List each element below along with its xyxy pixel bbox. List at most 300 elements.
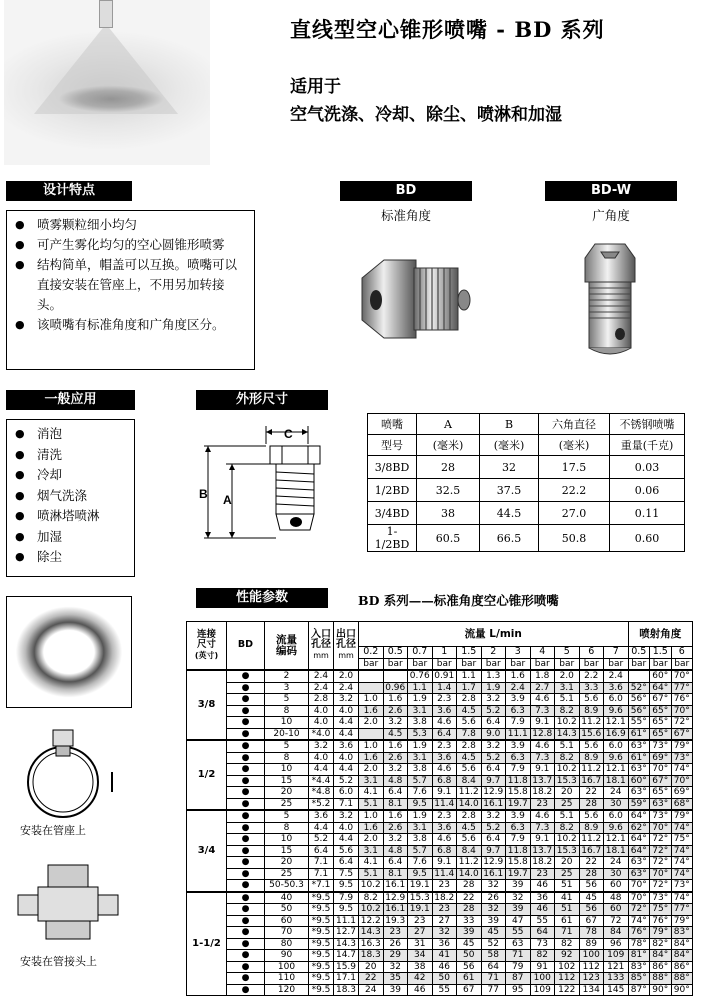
table-cell: 5.2 xyxy=(334,775,359,787)
table-cell: 52° xyxy=(628,682,650,694)
table-row xyxy=(187,950,693,962)
table-cell: 79° xyxy=(650,927,672,939)
table-cell: 81° xyxy=(628,950,650,962)
table-cell: 10.2 xyxy=(555,834,580,846)
table-cell: 1.6 xyxy=(383,694,408,706)
table-cell: 11.4 xyxy=(432,798,457,810)
table-cell: *9.5 xyxy=(309,984,334,996)
table-cell: 9.5 xyxy=(408,868,433,880)
table-cell: 3.8 xyxy=(408,834,433,846)
table-cell: *9.5 xyxy=(309,973,334,985)
table-cell: 1.0 xyxy=(359,740,384,752)
table-row xyxy=(187,694,693,706)
list-item: ● 该喷嘴有标准角度和广角度区分。 xyxy=(15,315,248,335)
table-cell: 7.5 xyxy=(334,868,359,880)
table-cell: 15.3 xyxy=(555,845,580,857)
table-cell: 2 xyxy=(265,670,309,682)
b-label: B xyxy=(199,487,208,501)
table-cell: 9.6 xyxy=(604,752,629,764)
table-cell: 2.0 xyxy=(334,670,359,682)
table-row xyxy=(187,927,693,939)
table-row xyxy=(187,868,693,880)
unit-header: bar xyxy=(383,658,408,670)
table-cell: 10 xyxy=(265,717,309,729)
table-cell: 87 xyxy=(506,973,531,985)
table-cell: 16.7 xyxy=(579,775,604,787)
table-cell: 2.4 xyxy=(506,682,531,694)
pressure-header: 6 xyxy=(671,647,693,659)
table-cell: 9.1 xyxy=(530,717,555,729)
table-cell: 3.9 xyxy=(506,694,531,706)
table-cell: 15.3 xyxy=(408,892,433,904)
table-cell: 7.6 xyxy=(408,857,433,869)
table-cell: 72° xyxy=(671,717,693,729)
table-cell: 4.1 xyxy=(359,787,384,799)
table-cell: 45 xyxy=(481,927,506,939)
table-cell: 63° xyxy=(628,868,650,880)
table-cell: 4.4 xyxy=(334,728,359,740)
table-cell: 4.0 xyxy=(309,705,334,717)
table-cell: 3.2 xyxy=(481,810,506,822)
table-cell: 4.4 xyxy=(309,822,334,834)
table-cell: 5.6 xyxy=(579,694,604,706)
table-cell: 74° xyxy=(671,892,693,904)
table-cell: 8 xyxy=(265,705,309,717)
pressure-header: 3 xyxy=(506,647,531,659)
table-cell: 39 xyxy=(506,904,531,916)
table-cell: 82 xyxy=(530,950,555,962)
table-cell: 44.5 xyxy=(480,502,539,525)
table-cell: 2.4 xyxy=(309,670,334,682)
list-item: ● 清洗 xyxy=(15,445,128,466)
table-row xyxy=(187,764,693,776)
table-cell: 4.5 xyxy=(457,752,482,764)
table-cell: 4.8 xyxy=(383,775,408,787)
table-cell: 0.06 xyxy=(610,479,685,502)
table-cell: 5.2 xyxy=(481,822,506,834)
table-cell: 5.2 xyxy=(481,752,506,764)
table-cell: 6.3 xyxy=(506,822,531,834)
table-cell: 7.6 xyxy=(408,787,433,799)
table-cell: 100 xyxy=(530,973,555,985)
table-cell: 3.6 xyxy=(432,752,457,764)
table-cell: 120 xyxy=(265,984,309,996)
table-cell: 10.2 xyxy=(359,880,384,892)
table-cell: 16.1 xyxy=(481,868,506,880)
dimensions-table xyxy=(367,413,685,552)
table-cell: 32 xyxy=(432,927,457,939)
table-cell: 17.1 xyxy=(334,973,359,985)
table-row xyxy=(368,479,685,502)
table-cell: 9.5 xyxy=(334,904,359,916)
table-cell: 5 xyxy=(265,740,309,752)
table-cell: 32 xyxy=(383,961,408,973)
table-cell: 32 xyxy=(481,904,506,916)
table-row xyxy=(187,938,693,950)
table-cell: 50 xyxy=(265,904,309,916)
table-cell: 36 xyxy=(530,892,555,904)
table-cell: 64° xyxy=(628,834,650,846)
bd-dot-icon: ● xyxy=(227,717,265,729)
table-cell: 18.3 xyxy=(359,950,384,962)
table-cell: 65° xyxy=(650,717,672,729)
table-cell: 25 xyxy=(555,798,580,810)
pressure-header: 1.5 xyxy=(457,647,482,659)
table-cell: 109 xyxy=(530,984,555,996)
table-cell: 72 xyxy=(604,915,629,927)
bd-dot-icon: ● xyxy=(227,705,265,717)
table-cell: 8.2 xyxy=(555,752,580,764)
table-cell: 86° xyxy=(671,961,693,973)
table-cell: 16.7 xyxy=(579,845,604,857)
table-cell: 2.8 xyxy=(457,810,482,822)
table-cell: 6.4 xyxy=(383,857,408,869)
table-cell xyxy=(383,670,408,682)
table-header: (毫米) xyxy=(480,435,539,456)
flow-header: 流量 L/min xyxy=(359,622,629,647)
bd-dot-icon: ● xyxy=(227,740,265,752)
table-cell: 8.2 xyxy=(359,892,384,904)
size-cell: 1/2 xyxy=(187,740,227,810)
table-cell: 13.7 xyxy=(530,845,555,857)
pressure-header: 0.5 xyxy=(383,647,408,659)
table-cell: 31 xyxy=(408,938,433,950)
table-cell: 90 xyxy=(265,950,309,962)
pressure-header: 1 xyxy=(432,647,457,659)
table-cell: 56° xyxy=(628,694,650,706)
pressure-header: 6 xyxy=(579,647,604,659)
table-cell xyxy=(628,670,650,682)
table-cell: 65° xyxy=(650,705,672,717)
table-cell: 64 xyxy=(481,961,506,973)
table-header: 不锈钢喷嘴 xyxy=(610,414,685,435)
spray-pattern-image xyxy=(6,596,132,708)
table-cell: 84° xyxy=(671,938,693,950)
table-cell: 15.9 xyxy=(334,961,359,973)
list-item: ● 消泡 xyxy=(15,424,128,445)
table-cell: 11.2 xyxy=(579,764,604,776)
table-row xyxy=(187,705,693,717)
unit-header: bar xyxy=(671,658,693,670)
table-cell: 27.0 xyxy=(539,502,610,525)
table-header: 重量(千克) xyxy=(610,435,685,456)
table-cell: *5.2 xyxy=(309,798,334,810)
table-cell: *9.5 xyxy=(309,950,334,962)
table-cell: 88° xyxy=(650,973,672,985)
table-cell: 65° xyxy=(650,787,672,799)
table-cell: 7.3 xyxy=(530,752,555,764)
table-cell: 19.1 xyxy=(408,880,433,892)
table-cell: 16.9 xyxy=(604,728,629,740)
unit-header: bar xyxy=(408,658,433,670)
table-cell: 41 xyxy=(432,950,457,962)
table-cell: 63° xyxy=(650,798,672,810)
table-cell: 70° xyxy=(650,822,672,834)
table-header: 喷嘴 xyxy=(368,414,417,435)
table-cell: 79° xyxy=(671,915,693,927)
table-cell: 2.8 xyxy=(457,740,482,752)
bdw-caption: 广角度 xyxy=(592,208,630,223)
table-cell xyxy=(359,670,384,682)
table-cell: 15.6 xyxy=(579,728,604,740)
table-cell: 4.4 xyxy=(334,764,359,776)
table-cell: 12.2 xyxy=(359,915,384,927)
table-cell: 23 xyxy=(530,868,555,880)
table-cell: 71 xyxy=(555,927,580,939)
table-cell: 45 xyxy=(457,938,482,950)
table-cell: 47 xyxy=(506,915,531,927)
table-cell xyxy=(359,682,384,694)
table-cell: 11.4 xyxy=(432,868,457,880)
table-cell: 56 xyxy=(579,880,604,892)
table-cell: 19.7 xyxy=(506,798,531,810)
c-label: C xyxy=(284,427,293,441)
table-cell: 95 xyxy=(506,984,531,996)
table-cell: 67° xyxy=(650,775,672,787)
table-cell: 7.9 xyxy=(506,717,531,729)
table-cell: 73° xyxy=(650,810,672,822)
table-cell: 11.2 xyxy=(457,787,482,799)
table-cell: 32 xyxy=(506,892,531,904)
table-cell: 26 xyxy=(481,892,506,904)
table-cell: 23 xyxy=(530,798,555,810)
bd-dot-icon: ● xyxy=(227,868,265,880)
table-cell: 3.6 xyxy=(604,682,629,694)
table-cell: 11.2 xyxy=(579,717,604,729)
table-cell: 14.0 xyxy=(457,798,482,810)
table-cell: 62° xyxy=(628,822,650,834)
bd-nozzle-image xyxy=(354,238,474,358)
bd-dot-icon: ● xyxy=(227,670,265,682)
table-cell: 50-50.3 xyxy=(265,880,309,892)
table-cell: 4.4 xyxy=(309,764,334,776)
table-cell: 0.76 xyxy=(408,670,433,682)
table-cell: 19.1 xyxy=(408,904,433,916)
table-cell: 50 xyxy=(457,950,482,962)
table-cell: *9.5 xyxy=(309,892,334,904)
table-row xyxy=(187,810,693,822)
table-cell: 10.2 xyxy=(555,764,580,776)
table-cell: 12.1 xyxy=(604,717,629,729)
table-cell: 75° xyxy=(650,904,672,916)
bd-dot-icon: ● xyxy=(227,834,265,846)
table-cell: 134 xyxy=(579,984,604,996)
table-cell: 5.1 xyxy=(359,868,384,880)
unit-header: bar xyxy=(359,658,384,670)
table-cell: 0.96 xyxy=(383,682,408,694)
table-row xyxy=(187,973,693,985)
table-cell: 8.4 xyxy=(457,845,482,857)
table-cell: 8 xyxy=(265,822,309,834)
table-cell: 39 xyxy=(383,984,408,996)
table-cell: 71 xyxy=(481,973,506,985)
table-cell: 16.1 xyxy=(383,904,408,916)
table-cell: 12.9 xyxy=(383,892,408,904)
table-cell: 4.6 xyxy=(432,764,457,776)
table-cell: 74° xyxy=(671,845,693,857)
table-cell: 82° xyxy=(650,938,672,950)
table-cell: 70 xyxy=(265,927,309,939)
bd-dot-icon: ● xyxy=(227,822,265,834)
list-item: ● 冷却 xyxy=(15,465,128,486)
table-cell: 5.3 xyxy=(408,728,433,740)
table-cell: 6.4 xyxy=(481,717,506,729)
table-cell: 8.9 xyxy=(579,752,604,764)
table-cell: 112 xyxy=(579,961,604,973)
table-cell: 7.9 xyxy=(506,834,531,846)
table-cell: 1.6 xyxy=(359,705,384,717)
table-cell: 3.2 xyxy=(383,764,408,776)
table-cell: 2.4 xyxy=(309,682,334,694)
table-cell: 64° xyxy=(650,682,672,694)
table-cell: 34 xyxy=(408,950,433,962)
table-cell: 17.5 xyxy=(539,456,610,479)
table-row xyxy=(187,670,693,682)
table-cell: 5.1 xyxy=(555,694,580,706)
table-cell: 4.0 xyxy=(334,705,359,717)
a-label: A xyxy=(223,493,232,507)
table-cell: 100 xyxy=(579,950,604,962)
table-cell: 73 xyxy=(530,938,555,950)
table-cell: 6.0 xyxy=(604,694,629,706)
table-cell: 61 xyxy=(457,973,482,985)
table-cell: 46 xyxy=(432,961,457,973)
table-cell: 3.2 xyxy=(334,694,359,706)
table-cell: 23 xyxy=(432,904,457,916)
table-cell: 7.1 xyxy=(309,868,334,880)
table-cell: 3 xyxy=(265,682,309,694)
table-cell: 9.6 xyxy=(604,705,629,717)
table-cell: 64° xyxy=(628,810,650,822)
table-cell: 1.7 xyxy=(457,682,482,694)
general-applications-heading: 一般应用 xyxy=(6,390,135,410)
table-cell: 3.9 xyxy=(506,740,531,752)
table-cell: 8 xyxy=(265,752,309,764)
table-cell: 2.3 xyxy=(432,740,457,752)
table-cell: 60 xyxy=(265,915,309,927)
table-cell: 3.8 xyxy=(408,717,433,729)
outlet-header: 出口 孔径 mm xyxy=(334,622,359,671)
table-cell: 1.9 xyxy=(408,740,433,752)
table-cell: 1.6 xyxy=(359,822,384,834)
table-cell: 1.6 xyxy=(359,752,384,764)
unit-header: bar xyxy=(457,658,482,670)
table-row xyxy=(187,845,693,857)
table-cell: *9.5 xyxy=(309,915,334,927)
table-cell: 74° xyxy=(671,822,693,834)
table-cell: 12.8 xyxy=(530,728,555,740)
table-cell: 133 xyxy=(604,973,629,985)
table-cell: 14.3 xyxy=(555,728,580,740)
table-cell: 1-1/2BD xyxy=(368,525,417,552)
table-cell: 91 xyxy=(530,961,555,973)
table-cell: 5.1 xyxy=(555,810,580,822)
table-cell: 50 xyxy=(432,973,457,985)
table-cell: 12.9 xyxy=(481,787,506,799)
table-cell: 11.1 xyxy=(334,915,359,927)
table-cell: 60° xyxy=(650,670,672,682)
table-cell: 20 xyxy=(265,787,309,799)
table-cell: 19.7 xyxy=(506,868,531,880)
table-cell: 123 xyxy=(579,973,604,985)
table-cell: 10 xyxy=(265,834,309,846)
table-cell: 4.5 xyxy=(457,705,482,717)
table-cell: 90° xyxy=(650,984,672,996)
bd-header: BD xyxy=(227,622,265,671)
bd-caption: 标准角度 xyxy=(380,208,431,223)
performance-table xyxy=(186,621,693,996)
table-cell: 7.3 xyxy=(530,705,555,717)
table-cell: 145 xyxy=(604,984,629,996)
table-row xyxy=(368,525,685,552)
table-cell: 4.0 xyxy=(309,717,334,729)
bd-dot-icon: ● xyxy=(227,787,265,799)
table-cell: 18.3 xyxy=(334,984,359,996)
table-cell: 10.2 xyxy=(359,904,384,916)
table-cell: 5.7 xyxy=(408,775,433,787)
table-cell: 25 xyxy=(555,868,580,880)
list-item: ● 可产生雾化均匀的空心圆锥形喷雾 xyxy=(15,235,248,255)
table-cell: 18.2 xyxy=(432,892,457,904)
table-cell: 2.6 xyxy=(383,752,408,764)
table-cell: 1.6 xyxy=(383,740,408,752)
table-cell: 15 xyxy=(265,845,309,857)
table-row xyxy=(187,752,693,764)
table-cell: 112 xyxy=(555,973,580,985)
table-cell: 3.9 xyxy=(506,810,531,822)
bd-dot-icon: ● xyxy=(227,775,265,787)
table-cell: 39 xyxy=(506,880,531,892)
table-cell: 3.2 xyxy=(309,740,334,752)
table-cell: 65° xyxy=(650,728,672,740)
table-cell: 14.3 xyxy=(334,938,359,950)
table-cell: 58 xyxy=(481,950,506,962)
table-cell: 1/2BD xyxy=(368,479,417,502)
table-cell: 55 xyxy=(530,915,555,927)
table-cell: 51 xyxy=(555,880,580,892)
table-cell: 56 xyxy=(457,961,482,973)
size-cell: 3/8 xyxy=(187,670,227,740)
table-cell: 30 xyxy=(604,798,629,810)
table-cell: 63 xyxy=(506,938,531,950)
table-cell: 46 xyxy=(530,880,555,892)
table-row xyxy=(187,717,693,729)
table-row xyxy=(187,915,693,927)
table-cell: *9.5 xyxy=(309,961,334,973)
table-cell: 46 xyxy=(408,984,433,996)
table-cell: 16.1 xyxy=(481,798,506,810)
table-cell: 79° xyxy=(671,810,693,822)
table-cell: 6.0 xyxy=(334,787,359,799)
table-cell: 20 xyxy=(265,857,309,869)
table-cell: 122 xyxy=(555,984,580,996)
table-cell: 4.0 xyxy=(309,752,334,764)
size-cell: 3/4 xyxy=(187,810,227,892)
table-cell: 29 xyxy=(383,950,408,962)
table-header: 六角直径 xyxy=(539,414,610,435)
table-cell: 22 xyxy=(579,857,604,869)
table-cell: 74° xyxy=(671,868,693,880)
table-cell: 64° xyxy=(628,845,650,857)
unit-header: bar xyxy=(604,658,629,670)
table-cell: 82 xyxy=(555,938,580,950)
table-row xyxy=(187,740,693,752)
table-cell: *9.5 xyxy=(309,927,334,939)
table-cell: 1.9 xyxy=(408,810,433,822)
table-cell: 88° xyxy=(671,973,693,985)
table-cell: 3.1 xyxy=(359,775,384,787)
table-cell: 2.0 xyxy=(359,764,384,776)
